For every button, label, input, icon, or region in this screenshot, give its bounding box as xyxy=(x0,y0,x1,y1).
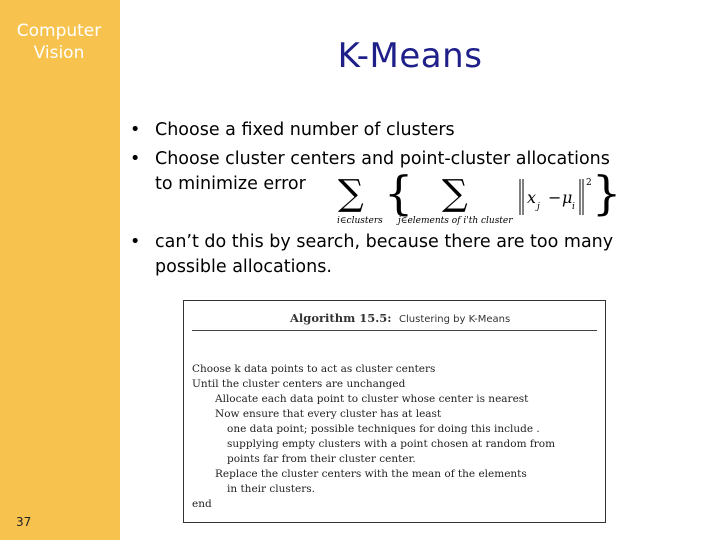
outer-sum-label: i∈clusters xyxy=(337,216,383,226)
left-brace: { xyxy=(384,166,414,220)
formula-power: 2 xyxy=(586,178,592,188)
bullet-text: Choose cluster centers and point-cluster allocations xyxy=(155,149,610,169)
error-formula xyxy=(336,165,622,229)
inner-sum-label: j∈elements of i'th cluster xyxy=(398,216,513,226)
algorithm-line: end xyxy=(192,498,212,510)
sidebar xyxy=(0,0,120,540)
algorithm-line: Until the cluster centers are unchanged xyxy=(192,378,406,390)
algorithm-header xyxy=(192,311,597,331)
course-title-line2: Vision xyxy=(33,43,85,63)
formula-mu: μ xyxy=(562,188,573,207)
bullet-text-continued: to minimize error xyxy=(155,174,306,194)
bullet-text-continued: possible allocations. xyxy=(155,257,332,277)
algorithm-line: supplying empty clusters with a point chosen at random from xyxy=(227,438,556,450)
bullet-marker: • xyxy=(130,120,141,140)
algorithm-line: Replace the cluster centers with the mean of the elements xyxy=(215,468,527,480)
slide-title: K-Means xyxy=(337,36,483,76)
page-number: 37 xyxy=(16,515,32,529)
bullet-marker: • xyxy=(130,232,141,252)
bullet-text: Choose a fixed number of clusters xyxy=(155,120,455,140)
inner-sum-symbol: ∑ xyxy=(442,173,468,214)
algorithm-line: Choose k data points to act as cluster centers xyxy=(192,363,436,375)
algorithm-line: Allocate each data point to cluster whose center is nearest xyxy=(215,393,529,405)
formula-x-subscript: j xyxy=(537,202,540,212)
formula-mu-subscript: i xyxy=(572,202,575,212)
algorithm-line: in their clusters. xyxy=(227,483,315,495)
outer-sum-symbol: ∑ xyxy=(338,173,364,214)
algorithm-box xyxy=(183,300,606,523)
formula-x: x xyxy=(527,188,537,207)
bullet-text: can’t do this by search, because there are too many xyxy=(155,232,614,252)
formula-minus: − xyxy=(548,188,562,207)
algorithm-label: Algorithm 15.5: xyxy=(290,311,392,325)
algorithm-line: one data point; possible techniques for doing this include . xyxy=(227,423,540,435)
bullet-marker: • xyxy=(130,149,141,169)
algorithm-name: Clustering by K-Means xyxy=(399,314,511,325)
course-title-line1: Computer xyxy=(16,21,102,41)
right-brace: } xyxy=(592,166,622,220)
algorithm-line: Now ensure that every cluster has at least xyxy=(215,408,442,420)
course-title xyxy=(0,20,118,64)
algorithm-line: points far from their cluster center. xyxy=(227,453,416,465)
formula-graphic xyxy=(336,165,622,229)
